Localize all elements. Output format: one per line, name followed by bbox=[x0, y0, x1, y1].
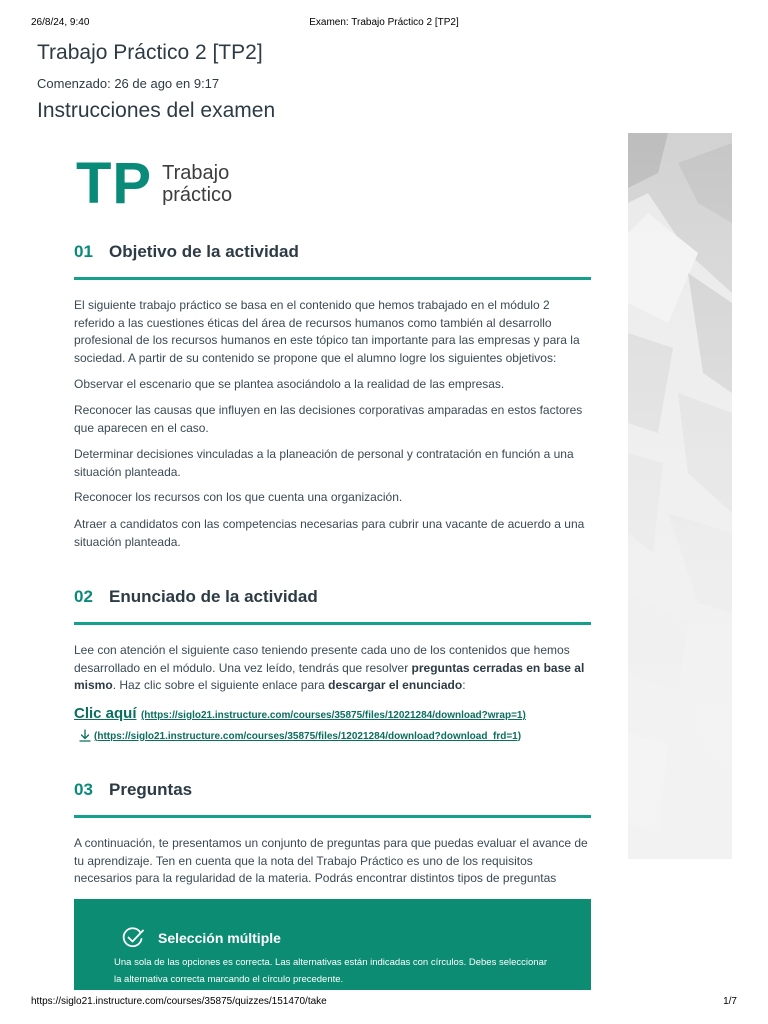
statement-part: Lee con atención el siguiente caso teniendo presente cada uno de los contenidos que hemos desarrollado en el módulo. Una vez leído, tendrás que resolver bbox=[74, 643, 570, 675]
section-title: Objetivo de la actividad bbox=[109, 242, 299, 261]
section-objective-heading bbox=[74, 242, 591, 280]
section-title: Enunciado de la actividad bbox=[109, 587, 318, 606]
print-footer-url: https://siglo21.instructure.com/courses/35875/quizzes/151470/take bbox=[31, 996, 327, 1007]
download-link-line bbox=[78, 729, 521, 743]
objective-intro: El siguiente trabajo práctico se basa en el contenido que hemos trabajado en el módulo 2 referido a las cuestiones éticas del área de recursos humanos como también al desarrollo profesional de los recursos humanos en este tópico tan importante para las empresas y para la sociedad. A partir de su contenido se propone que el alumno logre los siguientes objetivos: bbox=[74, 298, 580, 365]
section-title: Preguntas bbox=[109, 780, 193, 799]
statement-bold: descargar el enunciado bbox=[328, 678, 463, 692]
statement-link-line bbox=[74, 705, 526, 723]
decorative-side-image bbox=[628, 133, 732, 859]
print-page-number: 1/7 bbox=[723, 996, 737, 1007]
section-number: 02 bbox=[74, 587, 93, 606]
check-circle-icon bbox=[122, 927, 146, 954]
tp-logo-mark: TP bbox=[76, 151, 153, 216]
instructions-heading: Instrucciones del examen bbox=[37, 99, 276, 122]
statement-part: : bbox=[462, 678, 466, 692]
objective-item: Determinar decisiones vinculadas a la planeación de personal y contratación en función a una situación planteada. bbox=[74, 447, 574, 479]
tp-logo-line2: práctico bbox=[162, 184, 233, 206]
page-title: Trabajo Práctico 2 [TP2] bbox=[37, 41, 263, 64]
objective-item: Reconocer los recursos con los que cuenta una organización. bbox=[74, 490, 403, 504]
objective-item: Atraer a candidatos con las competencias necesarias para cubrir una vacante de acuerdo a una situación planteada. bbox=[74, 517, 585, 549]
print-date: 26/8/24, 9:40 bbox=[31, 17, 90, 28]
print-title: Examen: Trabajo Práctico 2 [TP2] bbox=[309, 17, 459, 28]
tp-logo bbox=[76, 151, 233, 216]
download-icon[interactable] bbox=[78, 729, 92, 743]
statement-bold: preguntas cerradas en base al mismo bbox=[74, 660, 585, 692]
objective-item: Reconocer las causas que influyen en las decisiones corporativas amparadas en estos factores que aparecen en el caso. bbox=[74, 403, 583, 435]
section-number: 03 bbox=[74, 780, 93, 799]
tp-logo-line1: Trabajo bbox=[162, 162, 230, 184]
tp-logo-text bbox=[162, 162, 232, 206]
objective-item: Observar el escenario que se plantea asociándolo a la realidad de las empresas. bbox=[74, 377, 505, 391]
statement-text bbox=[74, 642, 591, 695]
statement-part: . Haz clic sobre el siguiente enlace para bbox=[112, 678, 329, 692]
started-timestamp: Comenzado: 26 de ago en 9:17 bbox=[37, 76, 220, 91]
questions-intro: A continuación, te presentamos un conjunto de preguntas para que puedas evaluar el avance de tu aprendizaje. Ten en cuenta que la nota del Trabajo Práctico es uno de los requisitos necesarios para la regularidad de la materia. Podrás encontrar distintos tipos de preguntas bbox=[74, 836, 588, 885]
download-link-url[interactable]: (https://siglo21.instructure.com/courses/35875/files/12021284/download?download_frd=1) bbox=[94, 730, 522, 742]
box-text: Una sola de las opciones es correcta. Las alternativas están indicadas con círculos. Debes seleccionar la alternativa correcta marcando el círculo precedente. bbox=[114, 957, 548, 985]
section-questions-heading bbox=[74, 780, 591, 818]
section-statement-heading bbox=[74, 587, 591, 625]
click-here-link[interactable]: Clic aquí bbox=[74, 705, 137, 722]
multiple-choice-box bbox=[74, 899, 591, 990]
box-title: Selección múltiple bbox=[158, 930, 281, 946]
statement-link-url[interactable]: (https://siglo21.instructure.com/courses/35875/files/12021284/download?wrap=1) bbox=[140, 710, 526, 721]
section-number: 01 bbox=[74, 242, 93, 261]
